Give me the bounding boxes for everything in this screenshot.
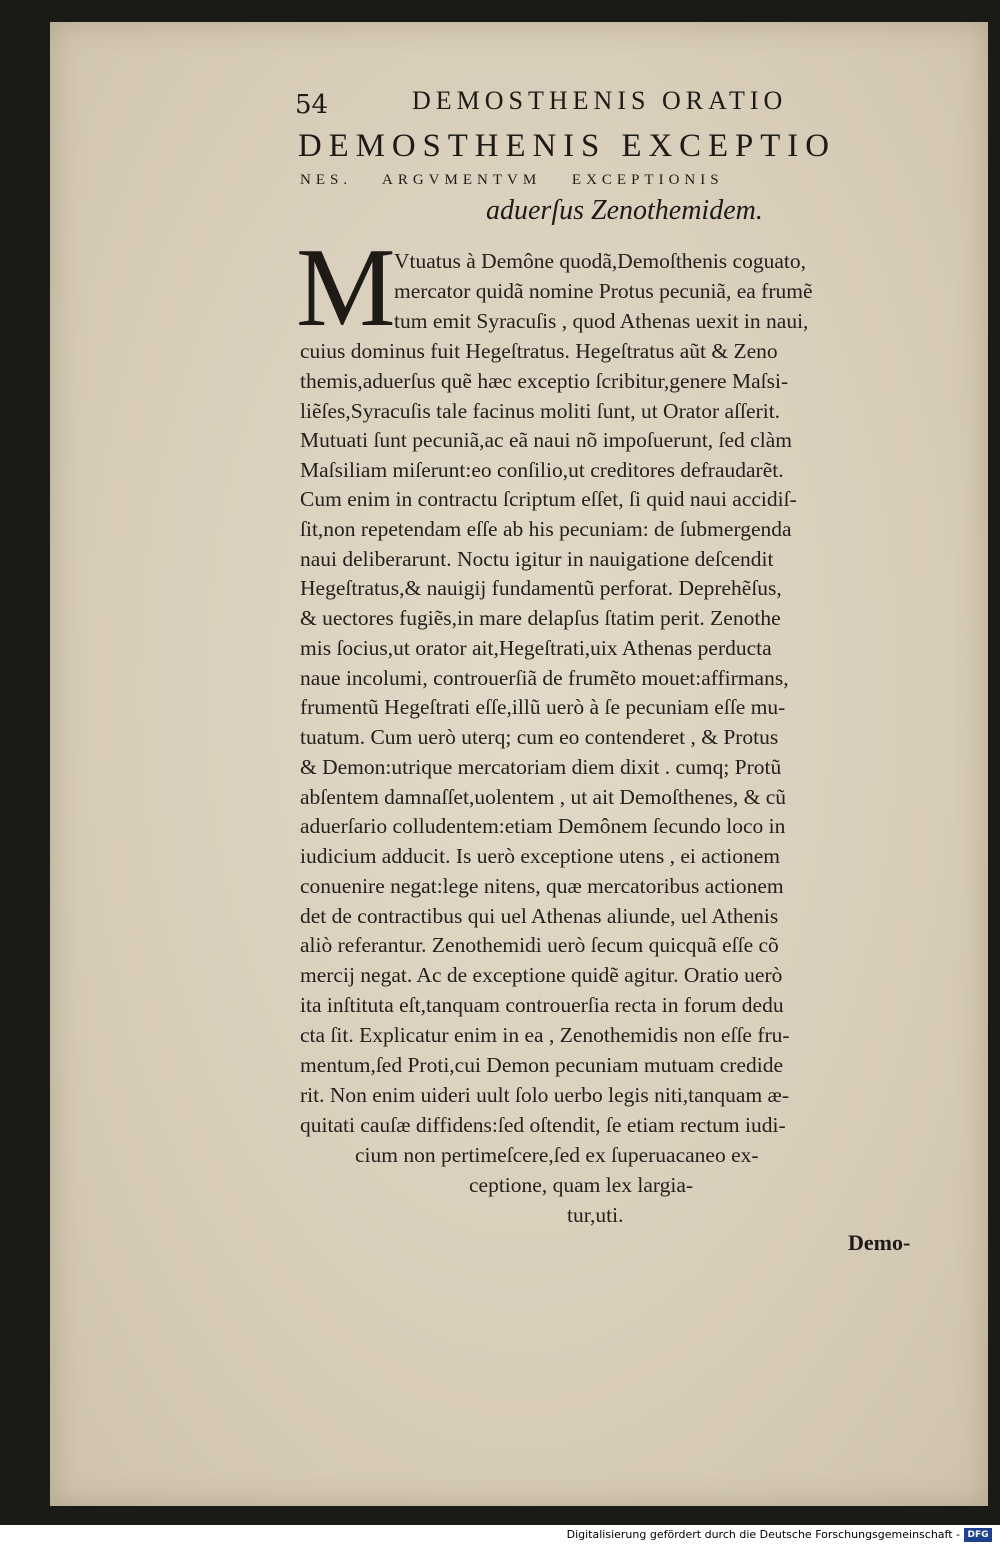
text-line: ſit,non repetendam eſſe ab his pecuniam: de ſubmergenda (300, 517, 792, 541)
text-line: naui deliberarunt. Noctu igitur in nauigatione deſcendit (300, 547, 774, 571)
text-line: Cum enim in contractu ſcriptum eſſet, ſi quid naui accidiſ- (300, 487, 797, 511)
text-line: conuenire negat:lege nitens, quæ mercatoribus actionem (300, 874, 784, 898)
text-line: aduerſario colludentem:etiam Demônem ſecundo loco in (300, 814, 786, 838)
text-line: naue incolumi, controuerſiã de frumẽto mouet:affirmans, (300, 666, 789, 690)
footer-credit: Digitalisierung gefördert durch die Deutsche Forschungsgemeinschaft - (566, 1528, 960, 1541)
text-line: ceptione, quam lex largia- (469, 1173, 694, 1197)
text-line: mentum,ſed Proti,cui Demon pecuniam mutuam credide (300, 1053, 784, 1077)
text-line: liẽſes,Syracuſis tale facinus moliti ſunt, ut Orator aſſerit. (300, 399, 781, 423)
text-line: themis,aduerſus quẽ hæc exceptio ſcribitur,genere Maſsi- (300, 369, 789, 393)
text-line: Vtuatus à Demône quodã,Demoſthenis coguato, (394, 249, 806, 273)
text-line: ita inſtituta eſt,tanquam controuerſia recta in forum dedu (300, 993, 784, 1017)
text-line: Hegeſtratus,& nauigij fundamentũ perforat. Deprehẽſus, (300, 576, 782, 600)
text-line: cta ſit. Explicatur enim in ea , Zenothemidis non eſſe fru- (300, 1023, 790, 1047)
text-line: tur,uti. (567, 1203, 624, 1227)
text-line: rit. Non enim uideri uult ſolo uerbo legis niti,tanquam æ- (300, 1083, 790, 1107)
running-head: DEMOSTHENIS ORATIO (412, 86, 788, 115)
text-line: iudicium adducit. Is uerò exceptione utens , ei actionem (300, 844, 781, 868)
dfg-logo-icon: DFG (964, 1528, 992, 1542)
text-line: tuatum. Cum uerò uterq; cum eo contenderet , & Protus (300, 725, 779, 749)
text-line: quitati cauſæ diffidens:ſed oſtendit, ſe etiam rectum iudi- (300, 1113, 786, 1137)
text-line: aliò referantur. Zenothemidi uerò ſecum quicquã eſſe cõ (300, 933, 779, 957)
catchword: Demo- (848, 1230, 911, 1255)
text-line: cuius dominus fuit Hegeſtratus. Hegeſtratus aũt & Zeno (300, 339, 778, 363)
text-line: Mutuati ſunt pecuniã,ac eã naui nõ impoſuerunt, ſed clàm (300, 428, 792, 452)
text-line: & Demon:utrique mercatoriam diem dixit . cumq; Protũ (300, 755, 782, 779)
text-line: det de contractibus qui uel Athenas aliunde, uel Athenis (300, 904, 779, 928)
drop-cap-initial: M (296, 226, 396, 350)
text-line: cium non pertimeſcere,ſed ex ſuperuacaneo ex- (355, 1143, 759, 1167)
title-line-2: NES. ARGVMENTVM EXCEPTIONIS (300, 172, 724, 188)
text-line: Maſsiliam miſerunt:eo conſilio,ut creditores defraudarẽt. (300, 458, 784, 482)
text-line: & uectores fugiẽs,in mare delapſus ſtatim perit. Zenothe (300, 606, 781, 630)
subtitle: aduerſus Zenothemidem. (486, 195, 763, 226)
text-line: mercator quidã nomine Protus pecuniã, ea frumẽ (394, 279, 813, 303)
text-line: abſentem damnaſſet,uolentem , ut ait Demoſthenes, & cũ (300, 785, 786, 809)
title-line-1: DEMOSTHENIS EXCEPTIO (298, 128, 836, 164)
text-line: mercij negat. Ac de exceptione quidẽ agitur. Oratio uerò (300, 963, 783, 987)
text-line: mis ſocius,ut orator ait,Hegeſtrati,uix Athenas perducta (300, 636, 772, 660)
page-number: 54 (295, 90, 329, 120)
text-line: frumentũ Hegeſtrati eſſe,illũ uerò à ſe pecuniam eſſe mu- (300, 695, 786, 719)
text-line: tum emit Syracuſis , quod Athenas uexit in naui, (394, 309, 809, 333)
footer-bar (0, 1525, 1000, 1546)
